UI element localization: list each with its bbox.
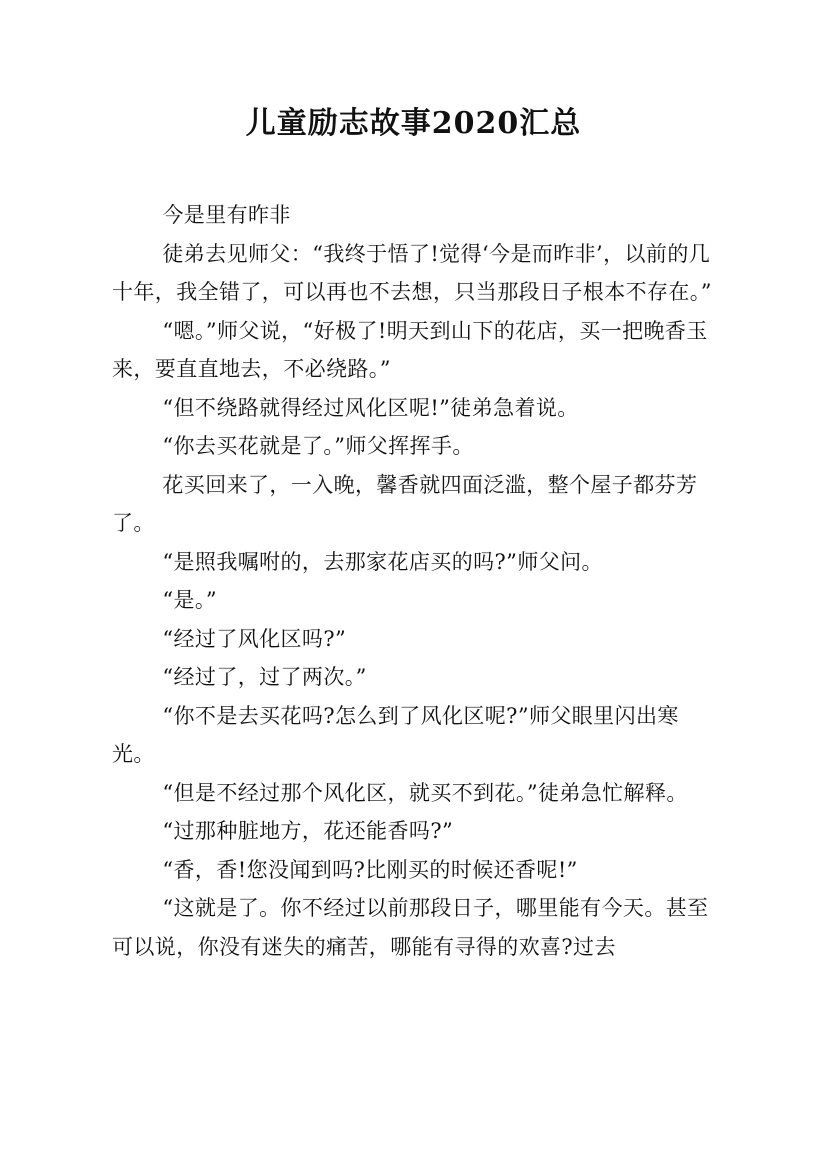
paragraph: 花买回来了，一入晚，馨香就四面泛滥，整个屋子都芬芳了。 <box>112 472 698 535</box>
document-title: 儿童励志故事2020汇总 <box>245 106 582 141</box>
document-body <box>112 196 712 966</box>
paragraph: “经过了风化区吗?” <box>162 626 347 651</box>
paragraph: “嗯。”师父说，“好极了!明天到山下的花店，买一把晚香玉来，要直直地去，不必绕路。” <box>112 318 708 381</box>
paragraph: 徒弟去见师父：“我终于悟了!觉得‘今是而昨非’，以前的几十年，我全错了，可以再也不去想，只当那段日子根本不存在。” <box>112 241 712 304</box>
paragraph: “这就是了。你不经过以前那段日子，哪里能有今天。甚至可以说，你没有迷失的痛苦，哪能有寻得的欢喜?过去 <box>112 896 709 959</box>
paragraph: “香，香!您没闻到吗?比刚买的时候还香呢!” <box>162 857 578 882</box>
paragraph: “你不是去买花吗?怎么到了风化区呢?”师父眼里闪出寒光。 <box>112 703 679 766</box>
paragraph: “但不绕路就得经过风化区呢!”徒弟急着说。 <box>162 395 579 420</box>
paragraph: “是照我嘱咐的，去那家花店买的吗?”师父问。 <box>162 549 603 574</box>
paragraph: “过那种脏地方，花还能香吗?” <box>162 819 454 843</box>
paragraph: “但是不经过那个风化区，就买不到花。”徒弟急忙解释。 <box>162 780 688 805</box>
paragraph: “是。” <box>162 588 217 612</box>
paragraph: “经过了，过了两次。” <box>162 665 367 689</box>
paragraph: “你去买花就是了。”师父挥挥手。 <box>162 434 474 458</box>
paragraph: 今是里有昨非 <box>162 203 291 227</box>
